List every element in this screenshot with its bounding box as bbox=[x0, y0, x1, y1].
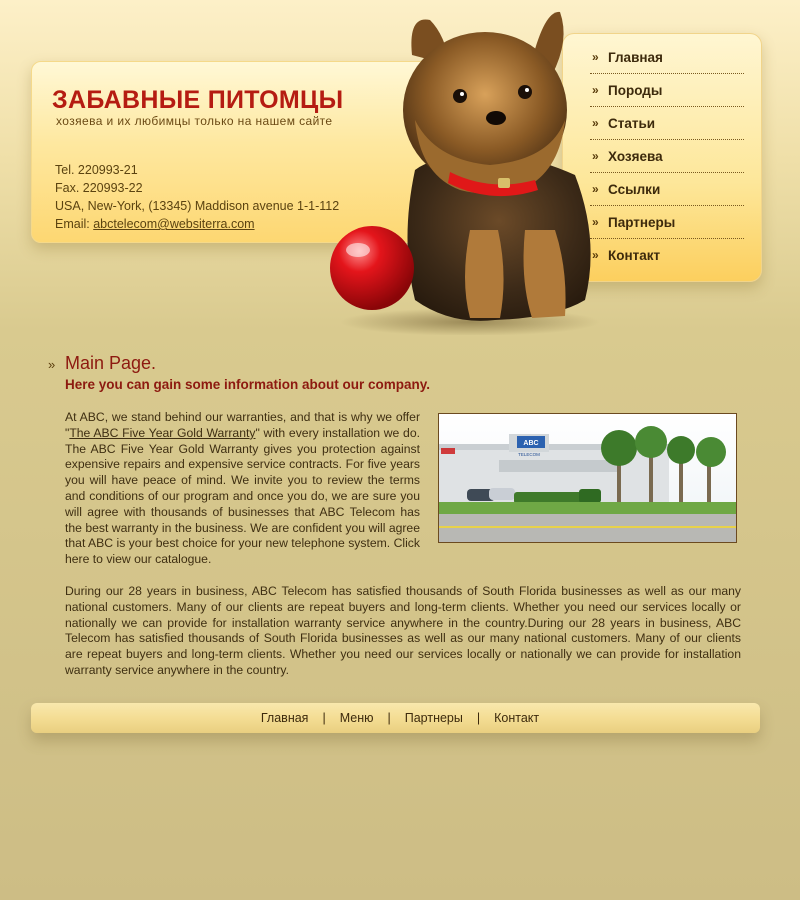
nav-arrow-icon: » bbox=[592, 215, 599, 229]
nav-item-home[interactable] bbox=[590, 41, 744, 74]
contact-email-label: Email: bbox=[55, 217, 90, 231]
nav-item-label: Хозяева bbox=[608, 149, 663, 164]
footer-link-menu[interactable]: Меню bbox=[339, 711, 374, 725]
nav-item-partners[interactable] bbox=[590, 206, 744, 239]
footer-link-contact[interactable]: Контакт bbox=[494, 711, 540, 725]
footer-separator: | bbox=[387, 711, 391, 725]
contact-email-row bbox=[55, 215, 339, 233]
nav-item-label: Контакт bbox=[608, 248, 661, 263]
nav-arrow-icon: » bbox=[592, 83, 599, 97]
nav-item-owners[interactable] bbox=[590, 140, 744, 173]
main-nav bbox=[590, 41, 744, 271]
main-title: Main Page. bbox=[65, 353, 157, 373]
nav-item-articles[interactable] bbox=[590, 107, 744, 140]
nav-item-label: Партнеры bbox=[608, 215, 676, 230]
contact-email-link[interactable]: abctelecom@websiterra.com bbox=[93, 217, 255, 231]
nav-item-label: Породы bbox=[608, 83, 663, 98]
nav-arrow-icon: » bbox=[592, 149, 599, 163]
nav-item-contact[interactable] bbox=[590, 239, 744, 271]
paragraph-text: At ABC, we stand behind our warranties, and that is why we offer " bbox=[65, 410, 420, 440]
nav-arrow-icon: » bbox=[592, 182, 599, 196]
nav-item-breeds[interactable] bbox=[590, 74, 744, 107]
nav-arrow-icon: » bbox=[592, 248, 599, 262]
main-title-arrow-icon: » bbox=[48, 357, 56, 372]
nav-arrow-icon: » bbox=[592, 116, 599, 130]
contact-tel: Tel. 220993-21 bbox=[55, 163, 138, 177]
main-subtitle: Here you can gain some information about our company. bbox=[65, 377, 431, 392]
paragraph-history: During our 28 years in business, ABC Telecom has satisfied thousands of South Florida businesses as well as our many national customers. Many of our clients are repeat buyers and long-term clients. Whether you need our services locally or nationally we can provide for installation warranty service anywhere in the country.During our 28 years in business, ABC Telecom has satisfied thousands of South Florida businesses as well as our many national customers. Many of our clients are repeat buyers and long-term clients. Whether you need our services locally or nationally we can provide for installation warranty service anywhere in the country. bbox=[65, 583, 741, 677]
site-title: ЗАБАВНЫЕ ПИТОМЦЫ bbox=[52, 86, 344, 114]
footer-nav bbox=[0, 711, 800, 725]
nav-arrow-icon: » bbox=[592, 50, 599, 64]
nav-item-links[interactable] bbox=[590, 173, 744, 206]
nav-item-label: Главная bbox=[608, 50, 663, 65]
building-photo-image bbox=[439, 414, 736, 542]
company-building-photo bbox=[438, 413, 737, 543]
contact-address: USA, New-York, (13345) Maddison avenue 1-1-112 bbox=[55, 199, 340, 213]
contact-fax: Fax. 220993-22 bbox=[55, 181, 143, 195]
building-sign-subtext: TELECOM bbox=[518, 452, 540, 457]
contact-block bbox=[55, 161, 339, 233]
building-sign-text: ABC bbox=[523, 440, 539, 447]
main-content bbox=[65, 410, 741, 695]
site-subtitle: хозяева и их любимцы только на нашем сайте bbox=[56, 114, 333, 128]
paragraph-text: " with every installation we do. The ABC Five Year Gold Warranty gives you protection against expensive repairs and expensive service contracts. For five years you will have peace of mind. We invite you to review the terms and conditions of our program and once you do, we are sure you will agree with thousands of businesses that ABC Telecom has the best warranty in the business. We are confident you will agree that ABC is your best choice for your new telephone system. Click here to view our catalogue. bbox=[65, 425, 420, 567]
footer-separator: | bbox=[322, 711, 326, 725]
puppy-with-ball-icon bbox=[320, 0, 610, 335]
nav-item-label: Статьи bbox=[608, 116, 656, 131]
footer-separator: | bbox=[476, 711, 481, 725]
gold-warranty-link[interactable]: The ABC Five Year Gold Warranty bbox=[69, 425, 256, 440]
footer-link-home[interactable]: Главная bbox=[260, 711, 309, 725]
nav-item-label: Ссылки bbox=[608, 182, 661, 197]
footer-link-partners[interactable]: Партнеры bbox=[404, 711, 463, 725]
